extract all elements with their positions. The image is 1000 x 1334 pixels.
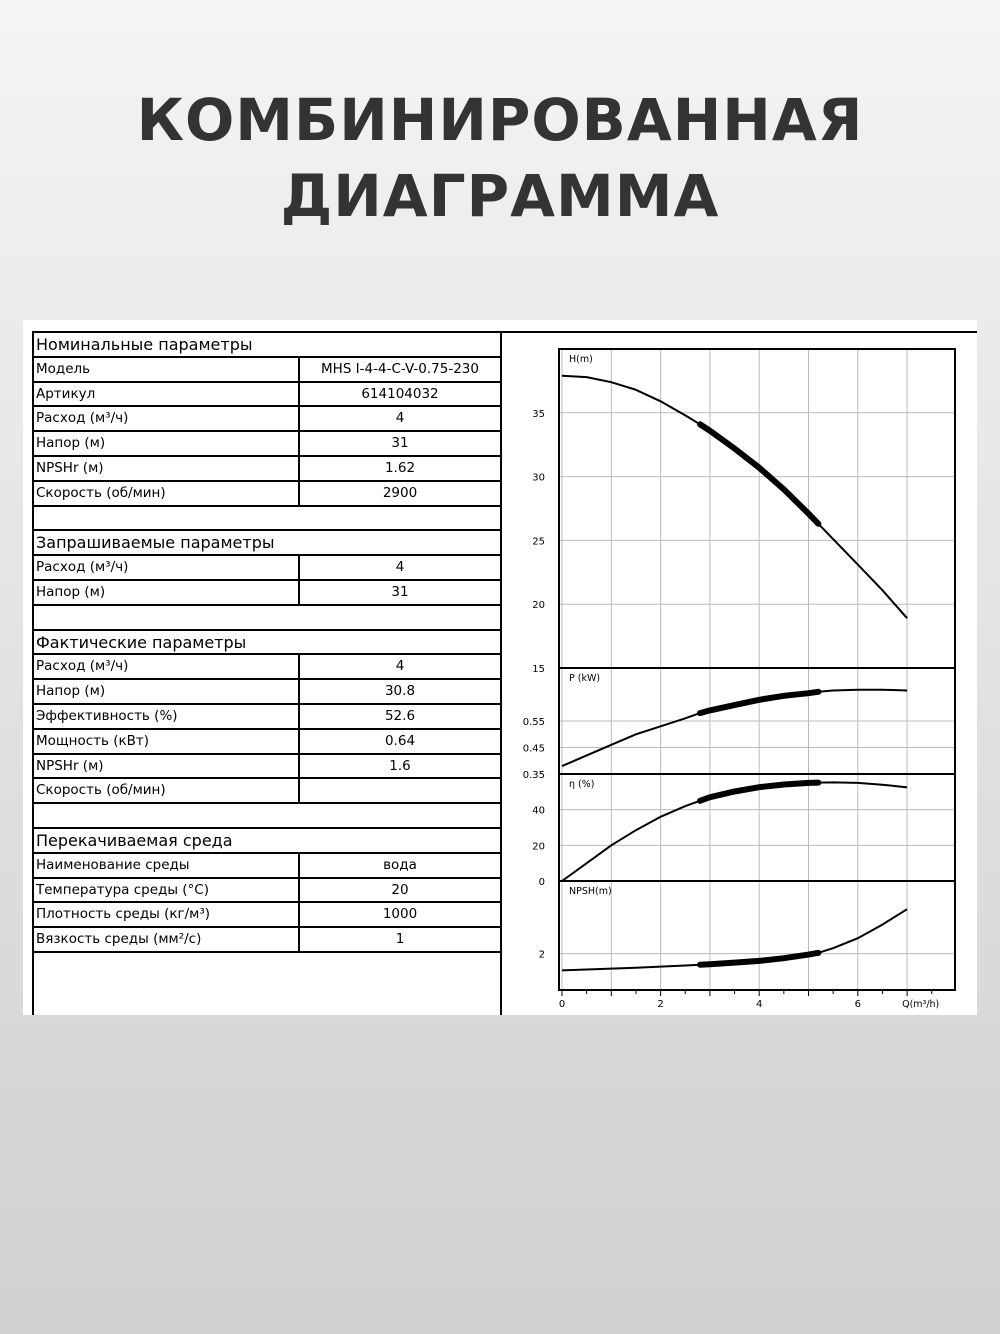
table-row	[34, 903, 500, 928]
blank-row	[34, 804, 500, 829]
blank-row	[34, 606, 500, 631]
y-axis-label: H(m)	[569, 354, 593, 365]
table-row	[34, 680, 500, 705]
table-row	[34, 705, 500, 730]
y-tick-label: 0.45	[522, 743, 545, 755]
section-header-row	[34, 829, 500, 854]
param-label: Напор (м)	[36, 584, 106, 600]
param-value: 1.62	[298, 457, 500, 480]
param-label: Напор (м)	[36, 683, 106, 700]
page-headline	[0, 82, 1000, 234]
param-label: Мощность (кВт)	[36, 732, 150, 749]
table-row	[34, 383, 500, 408]
param-label: Расход (м³/ч)	[36, 410, 129, 427]
headline-line-1: КОМБИНИРОВАННАЯ	[136, 86, 864, 154]
param-value: 20	[298, 879, 500, 902]
param-label: NPSHr (м)	[36, 460, 104, 476]
y-tick-label: 20	[532, 600, 545, 612]
param-value: 1	[298, 928, 500, 951]
param-value: 52.6	[298, 705, 500, 728]
parameters-table	[32, 331, 502, 1015]
table-row	[34, 655, 500, 680]
blank-row	[34, 507, 500, 532]
y-tick-label: 15	[532, 664, 545, 675]
pump-curves-chart	[500, 331, 977, 1015]
param-label: Скорость (об/мин)	[36, 782, 166, 799]
param-value: вода	[298, 854, 500, 877]
param-value: 30.8	[298, 680, 500, 703]
param-label: NPSHr (м)	[36, 757, 104, 774]
table-row	[34, 755, 500, 780]
param-label: Расход (м³/ч)	[36, 559, 129, 576]
param-label: Напор (м)	[36, 435, 106, 452]
y-tick-label: 40	[532, 805, 545, 817]
param-value: 4	[298, 655, 500, 678]
y-tick-label: 30	[532, 472, 545, 484]
section-title: Запрашиваемые параметры	[36, 533, 275, 553]
x-tick-label: 6	[854, 999, 861, 1010]
param-label: Температура среды (°C)	[36, 881, 209, 898]
param-value: 31	[298, 432, 500, 455]
param-label: Наименование среды	[36, 856, 190, 873]
headline-line-2: ДИАГРАММА	[280, 162, 720, 230]
y-tick-label: 20	[532, 841, 545, 853]
param-value: 4	[298, 407, 500, 430]
param-label: Эффективность (%)	[36, 708, 178, 724]
x-axis-label: Q(m³/h)	[902, 999, 940, 1010]
param-value: 0.64	[298, 730, 500, 753]
y-axis-label: η (%)	[569, 779, 595, 790]
table-row	[34, 779, 500, 804]
panel-frame	[559, 349, 955, 668]
param-label: Артикул	[36, 385, 96, 402]
param-value: 614104032	[298, 383, 500, 406]
section-title: Номинальные параметры	[36, 335, 253, 354]
table-row	[34, 581, 500, 606]
pump-curves-svg	[502, 333, 979, 1017]
panel-frame	[559, 881, 955, 990]
y-tick-label: 25	[532, 536, 545, 548]
param-value: 1000	[298, 903, 500, 926]
y-axis-label: P (kW)	[569, 673, 601, 684]
x-tick-label: 0	[558, 999, 566, 1010]
table-row	[34, 407, 500, 432]
param-value: 2900	[298, 482, 500, 505]
section-title: Перекачиваемая среда	[36, 831, 233, 850]
param-label: Плотность среды (кг/м³)	[36, 906, 211, 923]
y-tick-label: 0.35	[522, 770, 545, 781]
table-row	[34, 432, 500, 457]
section-header-row	[34, 631, 500, 656]
y-tick-label: 0.55	[522, 717, 545, 728]
table-row	[34, 730, 500, 755]
param-value: 1.6	[298, 755, 500, 778]
param-label: Вязкость среды (мм²/с)	[36, 931, 202, 948]
table-row	[34, 556, 500, 581]
series-line	[562, 690, 907, 766]
table-row	[34, 928, 500, 953]
table-row	[34, 482, 500, 507]
y-tick-label: 0	[538, 877, 545, 888]
y-tick-label: 2	[538, 949, 545, 961]
table-row	[34, 457, 500, 482]
param-label: Модель	[36, 360, 91, 377]
param-value: 4	[298, 556, 500, 579]
datasheet	[23, 320, 977, 1015]
series-line	[562, 376, 907, 618]
table-row	[34, 879, 500, 904]
param-label: Расход (м³/ч)	[36, 658, 129, 675]
section-header-row	[34, 333, 500, 358]
series-line	[562, 782, 907, 881]
y-tick-label: 35	[532, 408, 545, 420]
param-value: MHS I-4-4-C-V-0.75-230	[298, 358, 500, 381]
table-row	[34, 854, 500, 879]
param-value	[298, 779, 500, 802]
section-header-row	[34, 531, 500, 556]
table-row	[34, 358, 500, 383]
x-tick-label: 2	[657, 999, 664, 1010]
section-title: Фактические параметры	[36, 632, 247, 652]
x-tick-label: 4	[756, 999, 763, 1010]
y-axis-label: NPSH(m)	[569, 886, 612, 897]
param-label: Скорость (об/мин)	[36, 484, 166, 501]
param-value: 31	[298, 581, 500, 604]
